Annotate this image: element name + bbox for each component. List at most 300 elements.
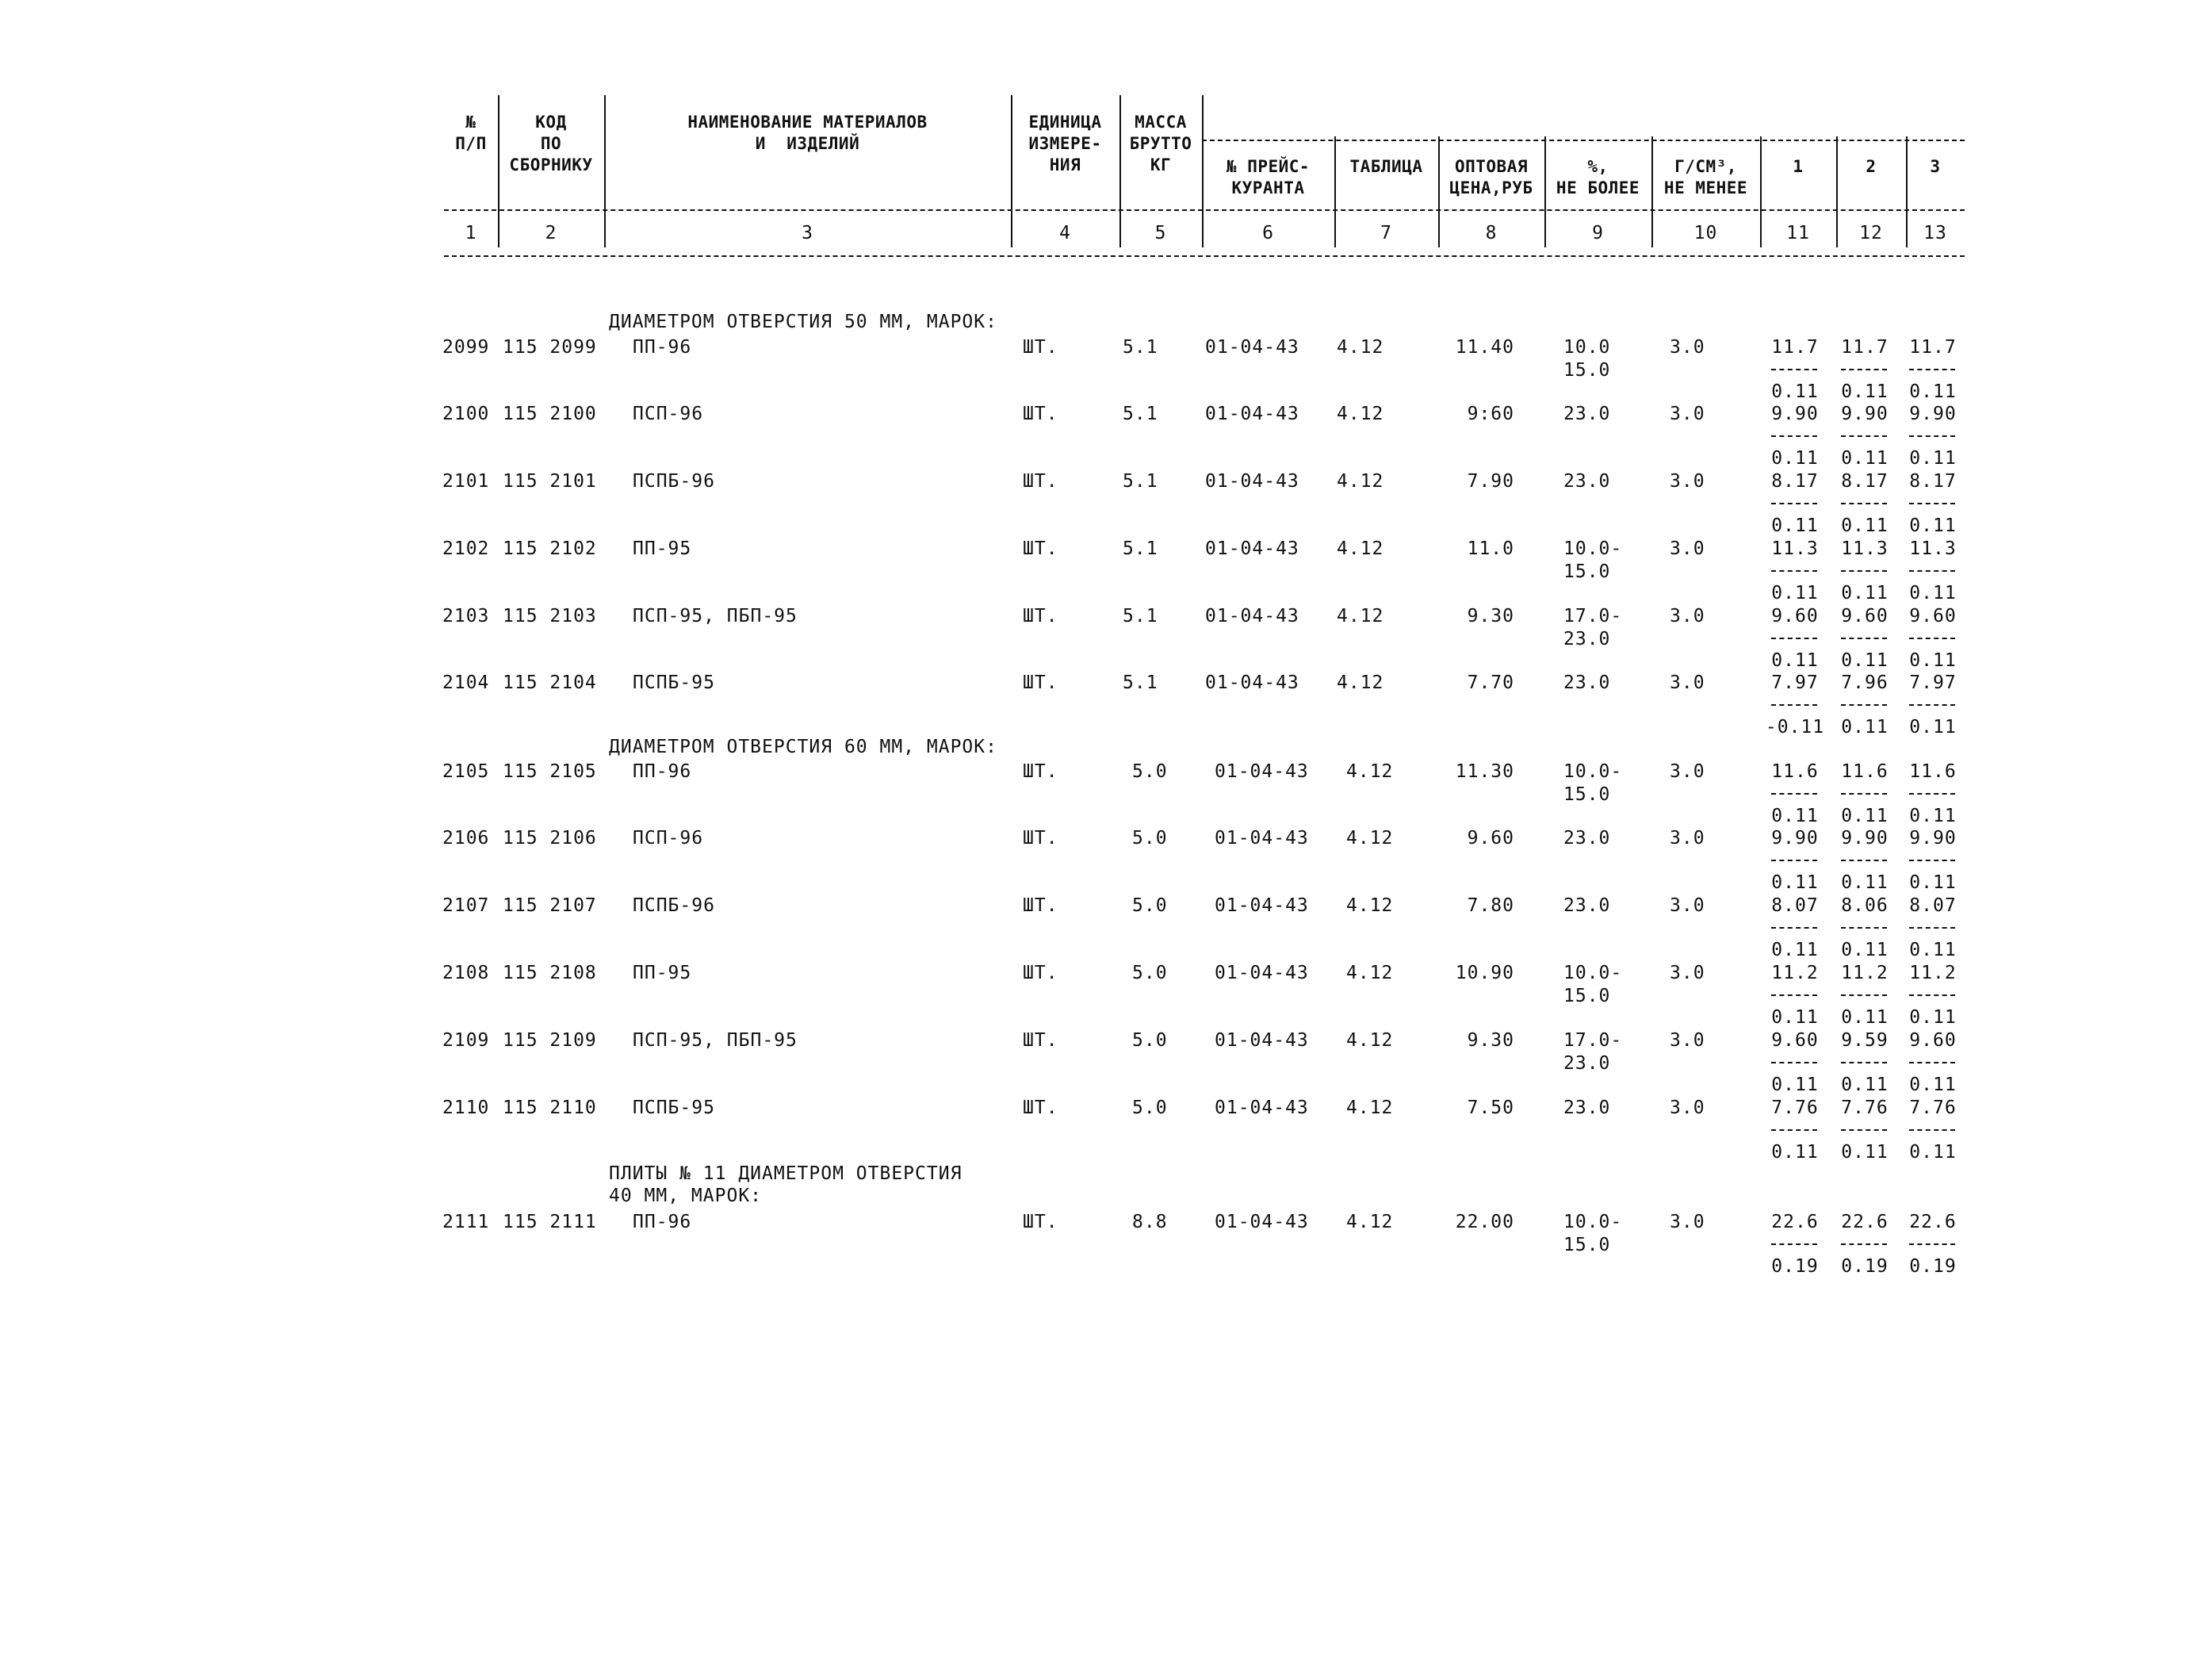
row-unit: ШТ. — [1023, 1212, 1058, 1232]
row-value-3: 8.07 — [1909, 895, 1957, 916]
row-code: 115 2105 — [503, 761, 597, 782]
row-value-1: 11.3 — [1771, 538, 1819, 559]
row-value-3: 8.17 — [1909, 471, 1957, 492]
column-header-3: НАИМЕНОВАНИЕ МАТЕРИАЛОВ — [687, 113, 928, 132]
column-header-7: ТАБЛИЦА — [1349, 157, 1423, 176]
row-coefficient-1: 0.11 — [1771, 448, 1819, 469]
header-subrule — [1202, 140, 1965, 141]
row-coefficient-2: 0.11 — [1841, 515, 1889, 536]
row-value-2: 7.96 — [1841, 672, 1889, 693]
fraction-bar — [1909, 570, 1955, 572]
row-coefficient-3: 0.11 — [1909, 1007, 1957, 1028]
fraction-bar — [1771, 570, 1817, 572]
row-percent: 10.0- — [1563, 963, 1623, 983]
row-density: 3.0 — [1670, 606, 1705, 626]
column-header-13: 3 — [1930, 157, 1941, 176]
row-number: 2101 — [442, 471, 490, 492]
row-number: 2106 — [442, 828, 490, 849]
group-title: ДИАМЕТРОМ ОТВЕРСТИЯ 50 ММ, МАРОК: — [609, 312, 997, 332]
column-number: 6 — [1262, 223, 1274, 243]
fraction-bar — [1909, 1062, 1955, 1063]
column-header-6: № ПРЕЙС- — [1226, 157, 1311, 176]
row-price-list: 01-04-43 — [1205, 606, 1299, 626]
group-title: ПЛИТЫ № 11 ДИАМЕТРОМ ОТВЕРСТИЯ — [609, 1163, 962, 1184]
row-percent: 15.0 — [1563, 561, 1611, 582]
row-name: ПСП-95, ПБП-95 — [633, 1030, 798, 1051]
row-mass: 5.1 — [1123, 672, 1158, 693]
row-mass: 5.1 — [1123, 337, 1158, 358]
row-price: 9.30 — [1467, 1030, 1514, 1051]
row-table: 4.12 — [1337, 471, 1384, 492]
column-header-5: КГ — [1150, 155, 1172, 174]
group-title: ДИАМЕТРОМ ОТВЕРСТИЯ 60 ММ, МАРОК: — [609, 737, 997, 757]
row-price-list: 01-04-43 — [1215, 1098, 1309, 1118]
row-coefficient-1: 0.11 — [1771, 650, 1819, 671]
fraction-bar — [1771, 1062, 1817, 1063]
row-table: 4.12 — [1346, 1212, 1394, 1232]
row-coefficient-3: 0.11 — [1909, 583, 1957, 603]
row-coefficient-2: 0.11 — [1841, 583, 1889, 603]
row-coefficient-2: 0.11 — [1841, 1142, 1889, 1163]
row-value-3: 11.7 — [1909, 337, 1957, 358]
row-coefficient-2: 0.11 — [1841, 806, 1889, 826]
column-number: 1 — [465, 223, 477, 243]
row-value-2: 11.7 — [1841, 337, 1889, 358]
row-price: 11.40 — [1455, 337, 1514, 358]
row-coefficient-3: 0.11 — [1909, 940, 1957, 960]
row-coefficient-3: 0.11 — [1909, 1075, 1957, 1095]
row-value-2: 7.76 — [1841, 1098, 1889, 1118]
row-number: 2102 — [442, 538, 490, 559]
fraction-bar — [1909, 793, 1955, 795]
column-header-5: МАССА — [1135, 113, 1187, 132]
row-price-list: 01-04-43 — [1205, 471, 1299, 492]
row-value-3: 11.6 — [1909, 761, 1957, 782]
row-percent: 23.0 — [1563, 471, 1611, 492]
column-header-4: НИЯ — [1049, 155, 1081, 174]
row-price: 11.0 — [1467, 538, 1514, 559]
row-table: 4.12 — [1346, 761, 1394, 782]
row-name: ПП-96 — [633, 337, 692, 358]
fraction-bar — [1909, 435, 1955, 437]
row-density: 3.0 — [1670, 1030, 1705, 1051]
row-name: ПП-96 — [633, 1212, 692, 1232]
row-value-1: 11.2 — [1771, 963, 1819, 983]
column-header-6: КУРАНТА — [1231, 178, 1305, 197]
row-percent: 15.0 — [1563, 784, 1611, 805]
row-mass: 5.0 — [1132, 1098, 1168, 1118]
column-number: 13 — [1923, 223, 1947, 243]
row-density: 3.0 — [1670, 761, 1705, 782]
row-coefficient-1: 0.11 — [1771, 515, 1819, 536]
row-percent: 10.0- — [1563, 538, 1623, 559]
row-value-2: 22.6 — [1841, 1212, 1889, 1232]
row-coefficient-2: 0.11 — [1841, 1007, 1889, 1028]
header-bottom-rule — [444, 255, 1965, 257]
row-table: 4.12 — [1337, 672, 1384, 693]
row-price-list: 01-04-43 — [1215, 963, 1309, 983]
fraction-bar — [1771, 793, 1817, 795]
row-value-2: 8.06 — [1841, 895, 1889, 916]
row-coefficient-2: 0.11 — [1841, 872, 1889, 893]
row-coefficient-1: 0.19 — [1771, 1256, 1819, 1277]
row-number: 2105 — [442, 761, 490, 782]
row-coefficient-1: 0.11 — [1771, 872, 1819, 893]
row-density: 3.0 — [1670, 538, 1705, 559]
row-price: 9.30 — [1467, 606, 1514, 626]
fraction-bar — [1841, 369, 1887, 370]
row-value-2: 8.17 — [1841, 471, 1889, 492]
row-unit: ШТ. — [1023, 337, 1058, 358]
column-number: 3 — [802, 223, 813, 243]
row-table: 4.12 — [1337, 606, 1384, 626]
row-mass: 5.0 — [1132, 963, 1168, 983]
row-price-list: 01-04-43 — [1205, 672, 1299, 693]
row-code: 115 2110 — [503, 1098, 597, 1118]
row-price: 7.90 — [1467, 471, 1514, 492]
row-code: 115 2102 — [503, 538, 597, 559]
row-value-1: 11.7 — [1771, 337, 1819, 358]
fraction-bar — [1771, 860, 1817, 861]
row-coefficient-2: 0.11 — [1841, 381, 1889, 402]
row-mass: 5.1 — [1123, 471, 1158, 492]
fraction-bar — [1841, 793, 1887, 795]
row-coefficient-2: 0.11 — [1841, 717, 1889, 738]
row-percent: 15.0 — [1563, 1235, 1611, 1255]
fraction-bar — [1771, 927, 1817, 929]
column-header-2: СБОРНИКУ — [509, 155, 593, 174]
row-price-list: 01-04-43 — [1215, 828, 1309, 849]
row-price-list: 01-04-43 — [1205, 404, 1299, 424]
row-name: ПСПБ-95 — [633, 672, 715, 693]
row-price-list: 01-04-43 — [1215, 1212, 1309, 1232]
row-coefficient-1: 0.11 — [1771, 940, 1819, 960]
fraction-bar — [1771, 638, 1817, 639]
row-unit: ШТ. — [1023, 404, 1058, 424]
row-coefficient-3: 0.11 — [1909, 650, 1957, 671]
group-title: 40 ММ, МАРОК: — [609, 1186, 763, 1206]
row-name: ПСП-96 — [633, 828, 704, 849]
row-code: 115 2100 — [503, 404, 597, 424]
row-table: 4.12 — [1346, 1098, 1394, 1118]
row-number: 2111 — [442, 1212, 490, 1232]
fraction-bar — [1909, 1129, 1955, 1131]
row-value-3: 9.60 — [1909, 606, 1957, 626]
row-value-3: 11.3 — [1909, 538, 1957, 559]
row-percent: 10.0- — [1563, 1212, 1623, 1232]
row-price-list: 01-04-43 — [1205, 538, 1299, 559]
row-value-1: 9.60 — [1771, 1030, 1819, 1051]
row-value-1: 11.6 — [1771, 761, 1819, 782]
row-name: ПСП-95, ПБП-95 — [633, 606, 798, 626]
column-number: 9 — [1592, 223, 1604, 243]
column-header-1: П/П — [455, 134, 487, 153]
row-density: 3.0 — [1670, 1098, 1705, 1118]
row-table: 4.12 — [1337, 337, 1384, 358]
row-value-3: 7.97 — [1909, 672, 1957, 693]
row-value-1: 9.90 — [1771, 404, 1819, 424]
fraction-bar — [1841, 435, 1887, 437]
row-price: 9:60 — [1467, 404, 1514, 424]
column-header-5: БРУТТО — [1129, 134, 1192, 153]
row-value-3: 9.60 — [1909, 1030, 1957, 1051]
row-mass: 5.0 — [1132, 828, 1168, 849]
row-unit: ШТ. — [1023, 963, 1058, 983]
row-mass: 5.1 — [1123, 606, 1158, 626]
row-coefficient-3: 0.11 — [1909, 717, 1957, 738]
row-mass: 5.0 — [1132, 1030, 1168, 1051]
fraction-bar — [1909, 860, 1955, 861]
row-percent: 23.0 — [1563, 672, 1611, 693]
row-percent: 17.0- — [1563, 606, 1623, 626]
row-unit: ШТ. — [1023, 538, 1058, 559]
row-code: 115 2099 — [503, 337, 597, 358]
row-table: 4.12 — [1346, 895, 1394, 916]
row-coefficient-2: 0.11 — [1841, 650, 1889, 671]
row-code: 115 2108 — [503, 963, 597, 983]
row-price: 7.70 — [1467, 672, 1514, 693]
row-table: 4.12 — [1346, 1030, 1394, 1051]
row-value-3: 11.2 — [1909, 963, 1957, 983]
row-name: ПП-95 — [633, 963, 692, 983]
fraction-bar — [1771, 1243, 1817, 1245]
row-coefficient-2: 0.11 — [1841, 448, 1889, 469]
row-percent: 23.0 — [1563, 1098, 1611, 1118]
row-number: 2104 — [442, 672, 490, 693]
row-percent: 23.0 — [1563, 629, 1611, 649]
row-value-2: 11.6 — [1841, 761, 1889, 782]
row-value-2: 11.3 — [1841, 538, 1889, 559]
column-header-4: ЕДИНИЦА — [1028, 113, 1102, 132]
row-price: 7.50 — [1467, 1098, 1514, 1118]
row-percent: 15.0 — [1563, 360, 1611, 381]
fraction-bar — [1771, 503, 1817, 504]
row-coefficient-1: 0.11 — [1771, 1075, 1819, 1095]
row-unit: ШТ. — [1023, 471, 1058, 492]
fraction-bar — [1841, 704, 1887, 706]
row-value-3: 7.76 — [1909, 1098, 1957, 1118]
row-coefficient-3: 0.11 — [1909, 806, 1957, 826]
row-percent: 17.0- — [1563, 1030, 1623, 1051]
column-header-10: Г/СМ³, — [1674, 157, 1737, 176]
fraction-bar — [1841, 1243, 1887, 1245]
row-name: ПСПБ-96 — [633, 895, 715, 916]
column-header-10: НЕ МЕНЕЕ — [1663, 178, 1748, 197]
row-value-2: 9.59 — [1841, 1030, 1889, 1051]
row-price: 22.00 — [1455, 1212, 1514, 1232]
row-number: 2108 — [442, 963, 490, 983]
row-value-1: 7.97 — [1771, 672, 1819, 693]
row-value-1: 9.90 — [1771, 828, 1819, 849]
row-unit: ШТ. — [1023, 1098, 1058, 1118]
row-table: 4.12 — [1337, 404, 1384, 424]
row-price-list: 01-04-43 — [1215, 761, 1309, 782]
row-coefficient-3: 0.19 — [1909, 1256, 1957, 1277]
row-percent: 23.0 — [1563, 404, 1611, 424]
column-header-9: %, — [1587, 157, 1609, 176]
row-value-1: 22.6 — [1771, 1212, 1819, 1232]
row-coefficient-3: 0.11 — [1909, 515, 1957, 536]
row-coefficient-1: 0.11 — [1771, 806, 1819, 826]
row-code: 115 2106 — [503, 828, 597, 849]
row-coefficient-1: -0.11 — [1765, 717, 1825, 738]
fraction-bar — [1909, 704, 1955, 706]
column-header-8: ОПТОВАЯ — [1454, 157, 1528, 176]
row-price-list: 01-04-43 — [1215, 1030, 1309, 1051]
fraction-bar — [1771, 435, 1817, 437]
row-number: 2103 — [442, 606, 490, 626]
row-name: ПП-95 — [633, 538, 692, 559]
row-value-3: 9.90 — [1909, 828, 1957, 849]
row-value-3: 22.6 — [1909, 1212, 1957, 1232]
row-number: 2100 — [442, 404, 490, 424]
row-code: 115 2103 — [503, 606, 597, 626]
row-name: ПСПБ-96 — [633, 471, 715, 492]
row-coefficient-3: 0.11 — [1909, 448, 1957, 469]
row-coefficient-1: 0.11 — [1771, 583, 1819, 603]
row-mass: 5.0 — [1132, 895, 1168, 916]
column-header-3: И ИЗДЕЛИЙ — [755, 134, 860, 153]
row-coefficient-3: 0.11 — [1909, 872, 1957, 893]
row-number: 2110 — [442, 1098, 490, 1118]
column-number: 10 — [1693, 223, 1718, 243]
row-coefficient-2: 0.11 — [1841, 940, 1889, 960]
row-density: 3.0 — [1670, 471, 1705, 492]
row-unit: ШТ. — [1023, 761, 1058, 782]
row-value-3: 9.90 — [1909, 404, 1957, 424]
row-density: 3.0 — [1670, 1212, 1705, 1232]
row-code: 115 2111 — [503, 1212, 597, 1232]
fraction-bar — [1771, 1129, 1817, 1131]
row-percent: 23.0 — [1563, 895, 1611, 916]
row-mass: 5.0 — [1132, 761, 1168, 782]
row-coefficient-2: 0.11 — [1841, 1075, 1889, 1095]
column-divider — [1202, 95, 1204, 136]
row-density: 3.0 — [1670, 337, 1705, 358]
column-number: 11 — [1786, 223, 1810, 243]
fraction-bar — [1841, 503, 1887, 504]
row-unit: ШТ. — [1023, 828, 1058, 849]
column-header-9: НЕ БОЛЕЕ — [1556, 178, 1640, 197]
row-price: 7.80 — [1467, 895, 1514, 916]
row-code: 115 2107 — [503, 895, 597, 916]
row-unit: ШТ. — [1023, 606, 1058, 626]
row-density: 3.0 — [1670, 963, 1705, 983]
fraction-bar — [1771, 704, 1817, 706]
fraction-bar — [1909, 369, 1955, 370]
row-value-1: 7.76 — [1771, 1098, 1819, 1118]
row-coefficient-2: 0.19 — [1841, 1256, 1889, 1277]
row-price-list: 01-04-43 — [1205, 337, 1299, 358]
row-unit: ШТ. — [1023, 895, 1058, 916]
fraction-bar — [1909, 638, 1955, 639]
column-header-11: 1 — [1793, 157, 1804, 176]
row-value-2: 9.90 — [1841, 828, 1889, 849]
row-name: ПСПБ-95 — [633, 1098, 715, 1118]
row-number: 2099 — [442, 337, 490, 358]
row-unit: ШТ. — [1023, 672, 1058, 693]
row-mass: 8.8 — [1132, 1212, 1168, 1232]
column-header-12: 2 — [1866, 157, 1877, 176]
row-percent: 10.0- — [1563, 761, 1623, 782]
column-number: 5 — [1154, 223, 1167, 243]
column-header-4: ИЗМЕРЕ- — [1028, 134, 1102, 153]
column-number: 4 — [1059, 223, 1071, 243]
row-density: 3.0 — [1670, 828, 1705, 849]
fraction-bar — [1841, 994, 1887, 996]
row-value-2: 11.2 — [1841, 963, 1889, 983]
column-header-8: ЦЕНА,РУБ — [1449, 178, 1533, 197]
column-number: 2 — [545, 223, 557, 243]
row-name: ПП-96 — [633, 761, 692, 782]
column-number: 7 — [1380, 223, 1392, 243]
row-number: 2107 — [442, 895, 490, 916]
row-percent: 23.0 — [1563, 1053, 1611, 1074]
row-table: 4.12 — [1346, 828, 1394, 849]
row-value-1: 8.17 — [1771, 471, 1819, 492]
fraction-bar — [1841, 927, 1887, 929]
row-coefficient-1: 0.11 — [1771, 1142, 1819, 1163]
fraction-bar — [1909, 1243, 1955, 1245]
fraction-bar — [1841, 570, 1887, 572]
row-coefficient-3: 0.11 — [1909, 1142, 1957, 1163]
row-mass: 5.1 — [1123, 538, 1158, 559]
row-code: 115 2109 — [503, 1030, 597, 1051]
row-value-2: 9.60 — [1841, 606, 1889, 626]
row-value-1: 8.07 — [1771, 895, 1819, 916]
column-header-1: № — [465, 113, 476, 132]
row-price-list: 01-04-43 — [1215, 895, 1309, 916]
row-table: 4.12 — [1346, 963, 1394, 983]
row-value-2: 9.90 — [1841, 404, 1889, 424]
fraction-bar — [1771, 994, 1817, 996]
column-header-2: ПО — [540, 134, 562, 153]
row-percent: 10.0 — [1563, 337, 1611, 358]
row-mass: 5.1 — [1123, 404, 1158, 424]
row-percent: 15.0 — [1563, 986, 1611, 1006]
column-number: 12 — [1859, 223, 1883, 243]
row-percent: 23.0 — [1563, 828, 1611, 849]
fraction-bar — [1841, 1129, 1887, 1131]
row-price: 10.90 — [1455, 963, 1514, 983]
row-value-1: 9.60 — [1771, 606, 1819, 626]
row-coefficient-1: 0.11 — [1771, 1007, 1819, 1028]
column-header-2: КОД — [535, 113, 567, 132]
row-table: 4.12 — [1337, 538, 1384, 559]
row-price: 11.30 — [1455, 761, 1514, 782]
row-coefficient-3: 0.11 — [1909, 381, 1957, 402]
fraction-bar — [1909, 927, 1955, 929]
row-number: 2109 — [442, 1030, 490, 1051]
row-density: 3.0 — [1670, 895, 1705, 916]
fraction-bar — [1841, 1062, 1887, 1063]
row-name: ПСП-96 — [633, 404, 704, 424]
column-number: 8 — [1485, 223, 1498, 243]
row-code: 115 2104 — [503, 672, 597, 693]
fraction-bar — [1909, 994, 1955, 996]
fraction-bar — [1841, 860, 1887, 861]
header-rule — [444, 209, 1965, 211]
row-code: 115 2101 — [503, 471, 597, 492]
row-coefficient-1: 0.11 — [1771, 381, 1819, 402]
row-density: 3.0 — [1670, 672, 1705, 693]
fraction-bar — [1909, 503, 1955, 504]
fraction-bar — [1771, 369, 1817, 370]
row-unit: ШТ. — [1023, 1030, 1058, 1051]
row-density: 3.0 — [1670, 404, 1705, 424]
fraction-bar — [1841, 638, 1887, 639]
row-price: 9.60 — [1467, 828, 1514, 849]
